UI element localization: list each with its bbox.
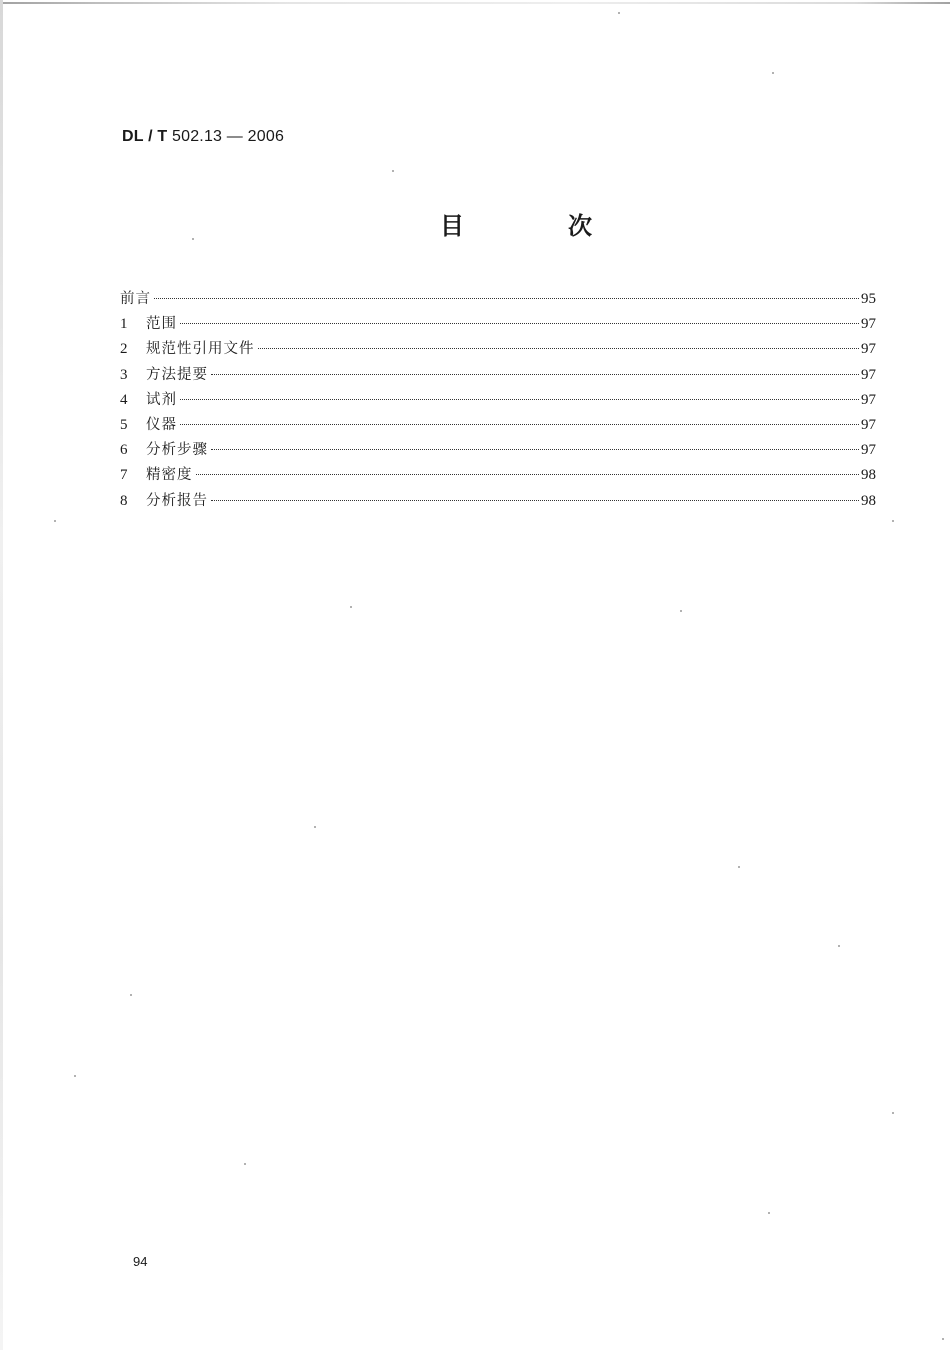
- scan-edge-left: [0, 0, 3, 1350]
- toc-row[interactable]: [120, 312, 876, 337]
- toc-leader-dots: [211, 373, 859, 375]
- toc-page-number: 97: [861, 316, 876, 333]
- toc-section-number: 7: [120, 467, 128, 484]
- scan-speck: [54, 520, 56, 522]
- toc-page-number: 97: [861, 366, 876, 383]
- toc-section-number: 1: [120, 316, 128, 333]
- toc-label: 前言: [120, 291, 151, 307]
- toc-label: 方法提要: [146, 366, 208, 383]
- scan-speck: [892, 1112, 894, 1114]
- toc-row[interactable]: [120, 363, 876, 388]
- toc-page-number: 97: [861, 416, 876, 433]
- toc-page-number: 97: [861, 391, 876, 408]
- toc-row[interactable]: [120, 413, 876, 438]
- scan-speck: [74, 1075, 76, 1077]
- toc-page-number: 95: [861, 291, 876, 307]
- toc-page-number: 98: [861, 467, 876, 484]
- toc-leader-dots: [154, 297, 859, 299]
- scan-speck: [244, 1163, 246, 1165]
- scan-edge-top: [0, 2, 950, 4]
- toc-section-number: 4: [120, 391, 128, 408]
- toc-label: 分析报告: [146, 492, 208, 509]
- toc-label: 分析步骤: [146, 442, 208, 459]
- toc-section-number: 2: [120, 341, 128, 358]
- toc-page-number: 98: [861, 492, 876, 509]
- page-number: 94: [133, 1254, 148, 1269]
- standard-number: 502.13 — 2006: [172, 128, 285, 145]
- scan-speck: [392, 170, 394, 172]
- standard-prefix: DL / T: [122, 128, 168, 145]
- toc-section-number: 6: [120, 442, 128, 459]
- toc-label: 规范性引用文件: [146, 341, 255, 358]
- scan-speck: [942, 1338, 944, 1340]
- toc-leader-dots: [180, 423, 859, 425]
- toc-leader-dots: [211, 499, 859, 501]
- toc-row[interactable]: [120, 438, 876, 463]
- toc-row[interactable]: [120, 287, 876, 312]
- toc-label: 精密度: [146, 467, 193, 484]
- toc-row[interactable]: [120, 489, 876, 514]
- scan-speck: [192, 238, 194, 240]
- toc-page-number: 97: [861, 442, 876, 459]
- scan-speck: [618, 12, 620, 14]
- table-of-contents: [120, 287, 876, 514]
- toc-section-number: 8: [120, 492, 128, 509]
- toc-section-number: 3: [120, 366, 128, 383]
- toc-page-number: 97: [861, 341, 876, 358]
- toc-label: 仪器: [146, 416, 177, 433]
- scan-speck: [892, 520, 894, 522]
- scan-speck: [768, 1212, 770, 1214]
- scan-speck: [130, 994, 132, 996]
- scan-speck: [680, 610, 682, 612]
- toc-leader-dots: [180, 398, 859, 400]
- scan-speck: [738, 866, 740, 868]
- toc-leader-dots: [196, 473, 860, 475]
- scan-speck: [314, 826, 316, 828]
- scan-speck: [772, 72, 774, 74]
- toc-row[interactable]: [120, 337, 876, 362]
- toc-row[interactable]: [120, 463, 876, 488]
- toc-leader-dots: [211, 448, 859, 450]
- toc-label: 范围: [146, 316, 177, 333]
- toc-leader-dots: [258, 347, 860, 349]
- toc-section-number: 5: [120, 416, 128, 433]
- standard-header: [122, 128, 284, 146]
- toc-row[interactable]: [120, 388, 876, 413]
- toc-leader-dots: [180, 322, 859, 324]
- toc-label: 试剂: [146, 391, 177, 408]
- scan-speck: [838, 945, 840, 947]
- page-title: 目 次: [440, 212, 632, 240]
- scan-speck: [350, 606, 352, 608]
